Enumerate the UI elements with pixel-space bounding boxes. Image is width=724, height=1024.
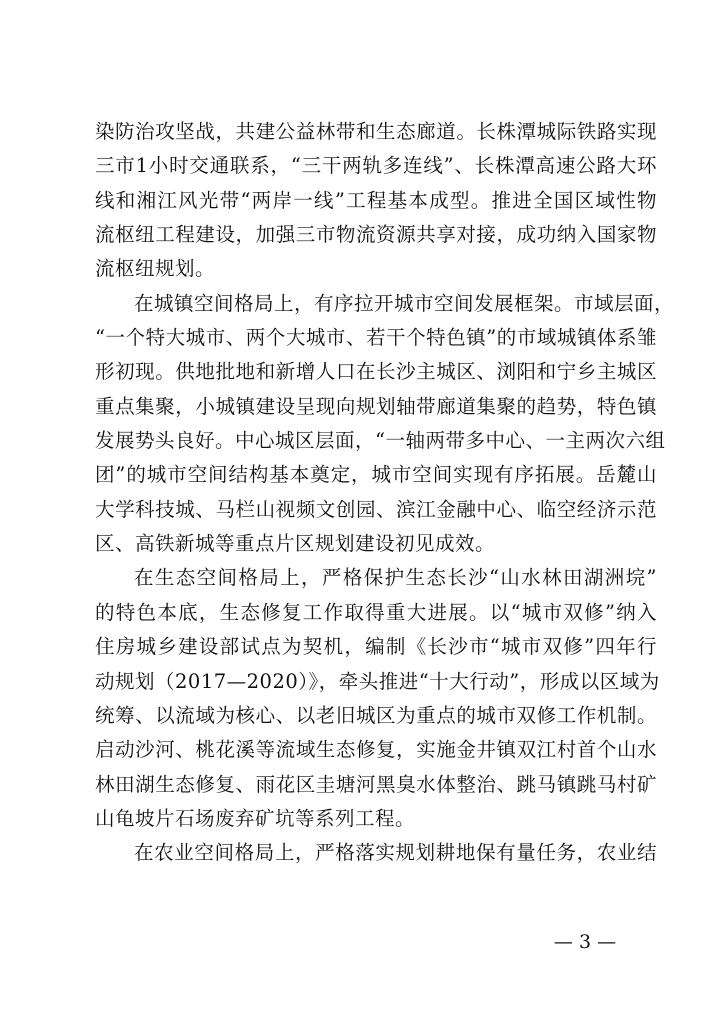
page-number: — 3 — — [553, 931, 617, 953]
text-line: 发展势头良好。中心城区层面，“一轴两带多中心、一主两次六组 — [95, 429, 666, 453]
paragraph-first-line: 在生态空间格局上，严格保护生态长沙“山水林田湖洲垸” — [134, 566, 657, 590]
text-line: 住房城乡建设部试点为契机，编制《长沙市“城市双修”四年行 — [95, 635, 657, 659]
text-line: 林田湖生态修复、雨花区圭塘河黑臭水体整治、跳马镇跳马村矿 — [95, 772, 657, 796]
paragraph-first-line: 在农业空间格局上，严格落实规划耕地保有量任务，农业结 — [134, 841, 657, 865]
text-line: 统筹、以流域为核心、以老旧城区为重点的城市双修工作机制。 — [95, 703, 657, 727]
text-line: 区、高铁新城等重点片区规划建设初见成效。 — [95, 532, 496, 556]
text-line: 团”的城市空间结构基本奠定，城市空间实现有序拓展。岳麓山 — [95, 463, 657, 487]
text-line: 山龟坡片石场废弃矿坑等系列工程。 — [95, 806, 416, 830]
text-line: 大学科技城、马栏山视频文创园、滨江金融中心、临空经济示范 — [95, 497, 657, 521]
text-line: 重点集聚，小城镇建设呈现向规划轴带廊道集聚的趋势，特色镇 — [95, 394, 657, 418]
text-line: 形初现。供地批地和新增人口在长沙主城区、浏阳和宁乡主城区 — [95, 360, 657, 384]
paragraph-first-line: 在城镇空间格局上，有序拉开城市空间发展框架。市域层面， — [134, 291, 675, 315]
body-text — [95, 115, 675, 871]
text-line: “一个特大城市、两个大城市、若干个特色镇”的市域城镇体系雏 — [95, 326, 657, 350]
text-line: 的特色本底，生态修复工作取得重大进展。以“城市双修”纳入 — [95, 600, 657, 624]
text-line: 启动沙河、桃花溪等流域生态修复，实施金井镇双江村首个山水 — [95, 738, 657, 762]
text-line: 流枢纽工程建设，加强三市物流资源共享对接，成功纳入国家物 — [95, 223, 657, 247]
text-line: 线和湘江风光带“两岸一线”工程基本成型。推进全国区域性物 — [95, 188, 657, 212]
text-line: 动规划（2017—2020）》，牵头推进“十大行动”，形成以区域为 — [95, 669, 660, 693]
text-line: 三市1小时交通联系，“三干两轨多连线”、长株潭高速公路大环 — [95, 154, 657, 178]
text-line: 流枢纽规划。 — [95, 257, 216, 281]
text-line: 染防治攻坚战，共建公益林带和生态廊道。长株潭城际铁路实现 — [95, 120, 657, 143]
